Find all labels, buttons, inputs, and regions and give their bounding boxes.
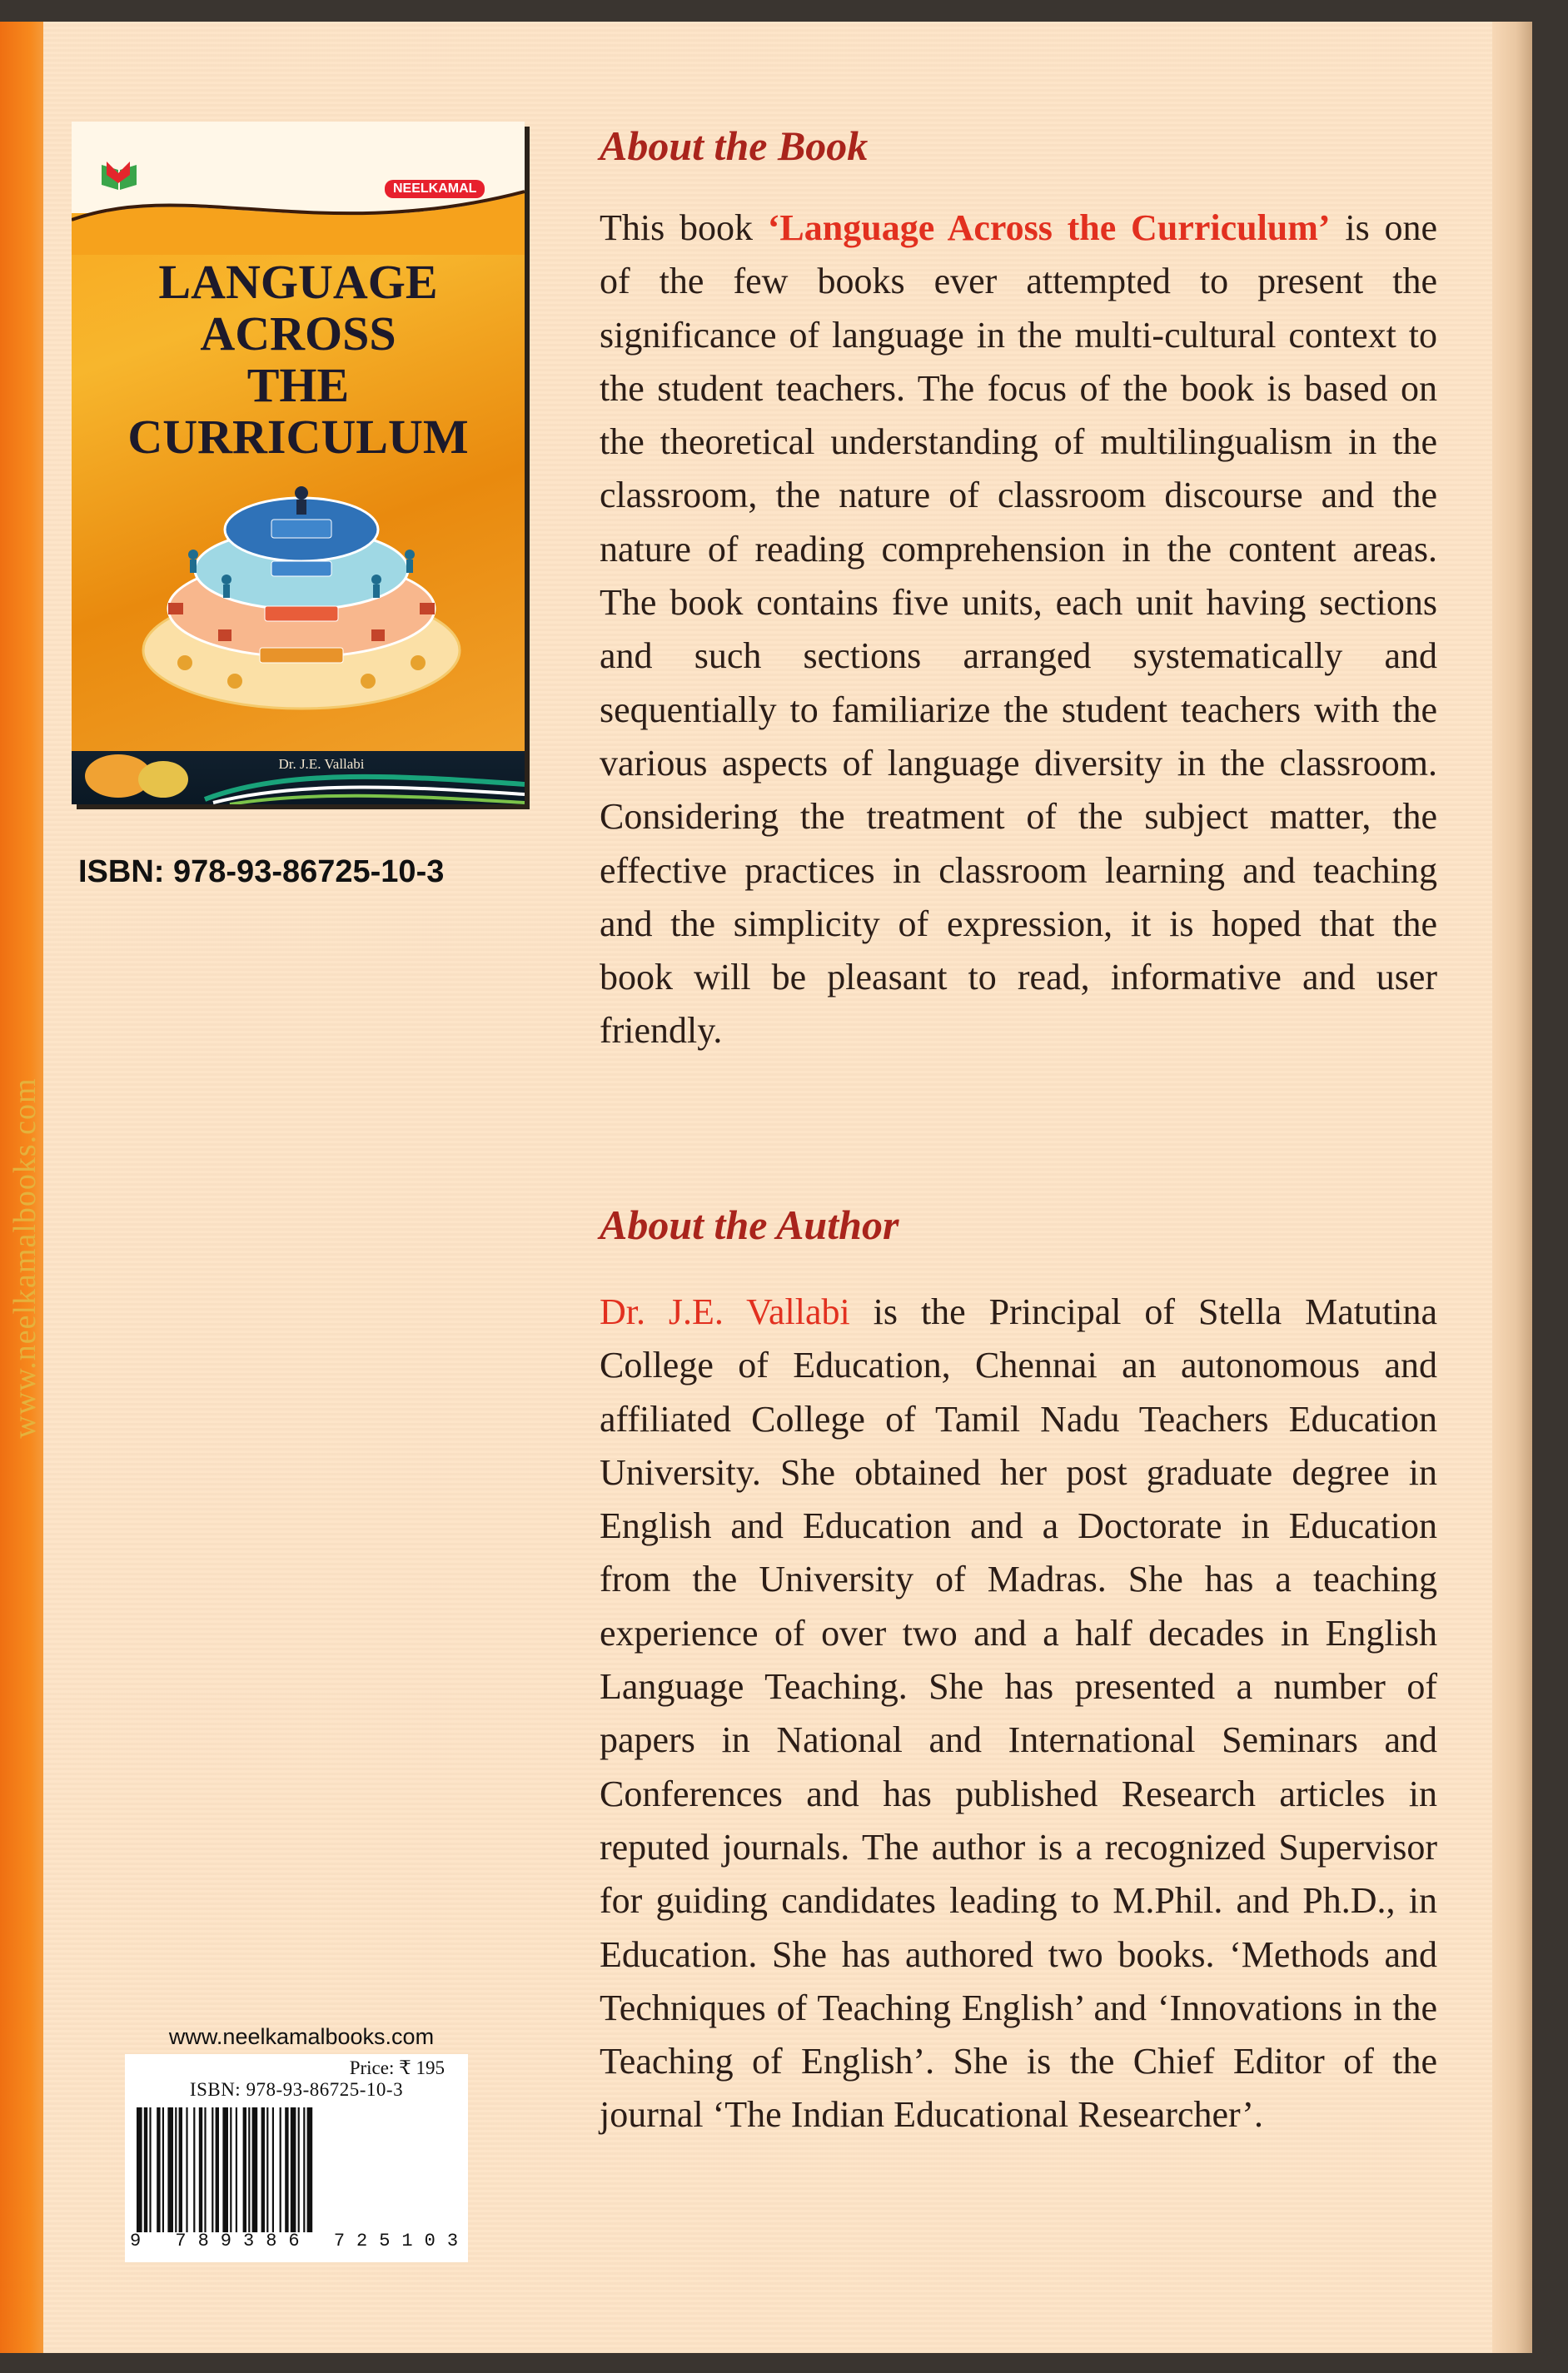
publisher-logo-icon bbox=[98, 158, 140, 192]
publisher-brand-badge: NEELKAMAL bbox=[385, 180, 485, 198]
author-name-highlight: Dr. J.E. Vallabi bbox=[600, 1291, 850, 1332]
about-book-heading: About the Book bbox=[600, 122, 869, 169]
isbn-label: ISBN: 978-93-86725-10-3 bbox=[78, 854, 445, 889]
barcode-digits: 9 789386 725103 bbox=[130, 2231, 470, 2251]
barcode-website: www.neelkamalbooks.com bbox=[168, 2024, 435, 2049]
page-edge bbox=[1492, 22, 1532, 2353]
thumbnail-author: Dr. J.E. Vallabi bbox=[278, 756, 365, 772]
book-title-highlight: ‘Language Across the Curriculum’ bbox=[767, 207, 1331, 248]
barcode-panel bbox=[125, 2054, 468, 2262]
about-book-paragraph: This book ‘Language Across the Curriculum’ is one of the few books ever attempted to present the significance of language in the multi-cultural context to the student teachers. The focus of the book is based on the theoretical understanding of multilingualism in the classroom, the nature of classroom discourse and the nature of reading comprehension in the content areas. The book contains five units, each unit having sections and such sections arranged systematically and sequentially to familiarize the student teachers with the various aspects of language diversity in the classroom. Considering the treatment of the subject matter, the effective practices in classroom learning and teaching and the simplicity of expression, it is hoped that the book will be pleasant to read, informative and user friendly. bbox=[600, 207, 1437, 1052]
layered-diagram-illustration bbox=[135, 463, 468, 713]
thumbnail-title: LANGUAGE ACROSS THE CURRICULUM bbox=[127, 255, 469, 464]
vertical-website-text: www.neelkamalbooks.com bbox=[7, 1077, 42, 1439]
cover-thumbnail bbox=[72, 122, 525, 804]
about-author-paragraph: Dr. J.E. Vallabi is the Principal of Stella Matutina College of Education, Chennai an autonomous and affiliated College of Tamil Nadu Teachers Education University. She obtained her post graduate degree in English and Education and a Doctorate in Education from the University of Madras. She has a teaching experience of over two and a half decades in English Language Teaching. She has presented a number of papers in National and International Seminars and Conferences and has published Research articles in reputed journals. The author is a recognized Supervisor for guiding candidates leading to M.Phil. and Ph.D., in Education. She has authored two books. ‘Methods and Techniques of Teaching English’ and ‘Innovations in the Teaching of English’. She is the Chief Editor of the journal ‘The Indian Educational Researcher’. bbox=[600, 1291, 1437, 2136]
back-cover bbox=[0, 22, 1532, 2353]
about-author-heading: About the Author bbox=[600, 1201, 899, 1248]
barcode-isbn: ISBN: 978-93-86725-10-3 bbox=[189, 2079, 404, 2100]
barcode-bars bbox=[137, 2107, 456, 2232]
price-label: Price: ₹ 195 bbox=[349, 2057, 445, 2078]
